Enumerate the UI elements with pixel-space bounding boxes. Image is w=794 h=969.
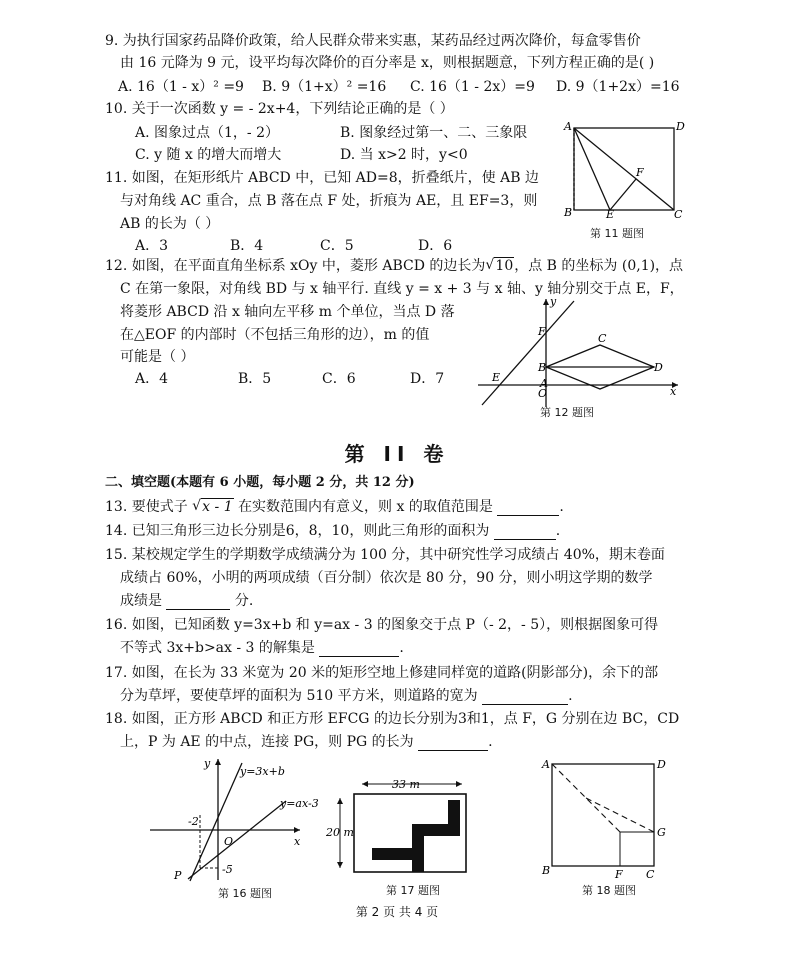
q12-option-b: B．5	[238, 371, 272, 387]
q13-period: .	[559, 499, 564, 515]
q12-option-a: A．4	[135, 371, 169, 387]
q15-text-b: 分.	[234, 593, 254, 609]
q10-option-a: A. 图象过点（1，- 2）	[135, 125, 280, 141]
q18-line1: 18. 如图，正方形 ABCD 和正方形 EFCG 的边长分别为3和1，点 F，G 分别在边 BC，CD	[105, 711, 680, 727]
figure-16	[150, 755, 350, 885]
q9-option-c: C. 16（1 - 2x）=9	[410, 79, 535, 95]
q9-stem-line1: 9. 为执行国家药品降价政策，给人民群众带来实惠，某药品经过两次降价，每盒零售价	[105, 33, 641, 49]
figure-11-caption: 第 11 题图	[590, 227, 644, 240]
q14-answer-blank[interactable]	[494, 525, 556, 540]
svg-text:C: C	[674, 208, 683, 221]
fig16-label-line1: y=3x+b	[240, 765, 285, 778]
fig17-width-label: 20 m	[326, 826, 354, 839]
q9-stem-line2: 由 16 元降为 9 元，设平均每次降价的百分率是 x，则根据题意，下列方程正确的是( )	[120, 55, 655, 71]
svg-text:E: E	[606, 208, 615, 221]
q9-option-d: D. 9（1+2x）=16	[556, 79, 680, 95]
figure-11	[560, 118, 690, 221]
figure-17-caption: 第 17 题图	[386, 884, 440, 897]
figure-12-caption: 第 12 题图	[540, 406, 594, 419]
q13-text-b: 在实数范围内有意义，则 x 的取值范围是	[238, 499, 493, 515]
q16-line2	[120, 639, 404, 657]
svg-text:x: x	[294, 835, 301, 848]
q12-option-c: C．6	[322, 371, 356, 387]
q11-option-b: B．4	[230, 238, 264, 254]
q15-line3	[120, 592, 253, 610]
q15-line2: 成绩占 60%，小明的两项成绩（百分制）依次是 80 分，90 分，则小明这学期的数学	[120, 570, 653, 586]
q15-answer-blank[interactable]	[166, 595, 230, 610]
q12-stem-line1-a: 12. 如图，在平面直角坐标系 xOy 中，菱形 ABCD 的边长为	[105, 258, 486, 274]
q11-stem-line1: 11. 如图，在矩形纸片 ABCD 中，已知 AD=8，折叠纸片，使 AB 边	[105, 170, 539, 186]
q13-answer-blank[interactable]	[497, 501, 559, 516]
svg-text:D: D	[657, 758, 666, 771]
svg-text:E: E	[492, 371, 501, 384]
q16-period: .	[399, 640, 404, 656]
q18-line2	[120, 733, 493, 751]
svg-text:C: C	[646, 868, 655, 881]
fig17-length-label: 33 m	[392, 778, 420, 791]
svg-text:B: B	[538, 361, 547, 374]
page-footer: 第 2 页 共 4 页	[355, 905, 439, 919]
svg-text:y: y	[550, 295, 557, 308]
q11-option-c: C．5	[320, 238, 354, 254]
svg-text:y: y	[204, 757, 211, 770]
q9-option-a: A. 16（1 - x）² =9	[118, 79, 244, 95]
q16-answer-blank[interactable]	[319, 642, 399, 657]
q11-stem-line2: 与对角线 AC 重合，点 B 落在点 F 处，折痕为 AE，且 EF=3，则	[120, 193, 538, 209]
q11-stem-line3: AB 的长为（ ）	[120, 216, 220, 232]
svg-text:P: P	[174, 869, 182, 882]
section-title: 第 II 卷	[344, 442, 450, 466]
svg-text:B: B	[542, 864, 551, 877]
svg-text:G: G	[657, 826, 666, 839]
svg-text:F: F	[636, 166, 644, 179]
svg-text:D: D	[676, 120, 685, 133]
q13-line	[105, 498, 564, 516]
q12-stem-line1	[105, 257, 683, 275]
q17-answer-blank[interactable]	[482, 690, 568, 705]
q14-period: .	[555, 523, 561, 539]
svg-text:A: A	[564, 120, 572, 133]
svg-text:D: D	[654, 361, 663, 374]
q12-stem-line1-b: ，点 B 的坐标为 (0,1)，点	[514, 258, 684, 274]
figure-12	[478, 295, 688, 415]
q17-text: 分为草坪，要使草坪的面积为 510 平方米，则道路的宽为	[120, 688, 478, 704]
figure-17	[326, 776, 482, 881]
q15-line1: 15. 某校规定学生的学期数学成绩满分为 100 分，其中研究性学习成绩占 40%，期末卷面	[105, 547, 665, 563]
q14-line	[105, 522, 560, 540]
sqrt-symbol	[485, 257, 514, 275]
figure-16-caption: 第 16 题图	[218, 887, 272, 900]
q13-sqrt-radicand: x - 1	[202, 499, 233, 515]
q11-option-a: A．3	[135, 238, 169, 254]
svg-text:A: A	[542, 758, 550, 771]
q18-period: .	[488, 734, 493, 750]
fig16-label-line2: y=ax-3	[280, 797, 319, 810]
part2-heading: 二、填空题(本题有 6 小题，每小题 2 分，共 12 分)	[105, 475, 415, 490]
q18-answer-blank[interactable]	[418, 736, 488, 751]
q16-line1: 16. 如图，已知函数 y=3x+b 和 y=ax - 3 的图象交于点 P（- 2，- 5），则根据图象可得	[105, 617, 659, 633]
q16-text: 不等式 3x+b>ax - 3 的解集是	[120, 640, 315, 656]
q13-text-a: 13. 要使式子	[105, 499, 188, 515]
q17-line2	[120, 687, 573, 705]
figure-18	[540, 756, 670, 881]
svg-text:A: A	[540, 377, 548, 390]
q12-option-d: D．7	[410, 371, 445, 387]
svg-text:B: B	[564, 206, 573, 219]
q12-stem-line2: C 在第一象限，对角线 BD 与 x 轴平行. 直线 y = x + 3 与 x 轴、y 轴分别交于点 E，F，	[120, 281, 684, 297]
fig16-num-neg2: -2	[188, 815, 199, 828]
fig16-num-neg5: -5	[222, 863, 233, 876]
q12-stem-line4: 在△EOF 的内部时（不包括三角形的边），m 的值	[120, 327, 430, 343]
q18-text: 上，P 为 AE 的中点，连接 PG，则 PG 的长为	[120, 734, 414, 750]
q10-option-d: D. 当 x>2 时，y<0	[340, 147, 468, 163]
q12-stem-line5: 可能是（ ）	[120, 349, 195, 365]
svg-text:O: O	[538, 387, 548, 400]
q12-stem-line3: 将菱形 ABCD 沿 x 轴向左平移 m 个单位，当点 D 落	[120, 304, 455, 320]
figure-18-caption: 第 18 题图	[582, 884, 636, 897]
q11-option-d: D．6	[418, 238, 453, 254]
q14-text: 14. 已知三角形三边长分别是6，8，10，则此三角形的面积为	[105, 523, 490, 539]
q10-option-c: C. y 随 x 的增大而增大	[135, 147, 282, 163]
q10-stem: 10. 关于一次函数 y = - 2x+4，下列结论正确的是（ ）	[105, 101, 454, 117]
q17-line1: 17. 如图，在长为 33 米宽为 20 米的矩形空地上修建同样宽的道路(阴影部分)，余下的部	[105, 665, 659, 681]
svg-text:C: C	[598, 332, 607, 345]
q9-option-b: B. 9（1+x）² =16	[262, 79, 387, 95]
svg-text:x: x	[670, 385, 677, 398]
q12-sqrt-radicand: 10	[495, 258, 514, 274]
svg-text:F: F	[538, 325, 546, 338]
sqrt-symbol	[192, 498, 233, 516]
svg-text:O: O	[224, 835, 234, 848]
svg-text:F: F	[615, 868, 623, 881]
q15-text-a: 成绩是	[120, 593, 162, 609]
q17-period: .	[568, 688, 573, 704]
q10-option-b: B. 图象经过第一、二、三象限	[340, 125, 528, 141]
